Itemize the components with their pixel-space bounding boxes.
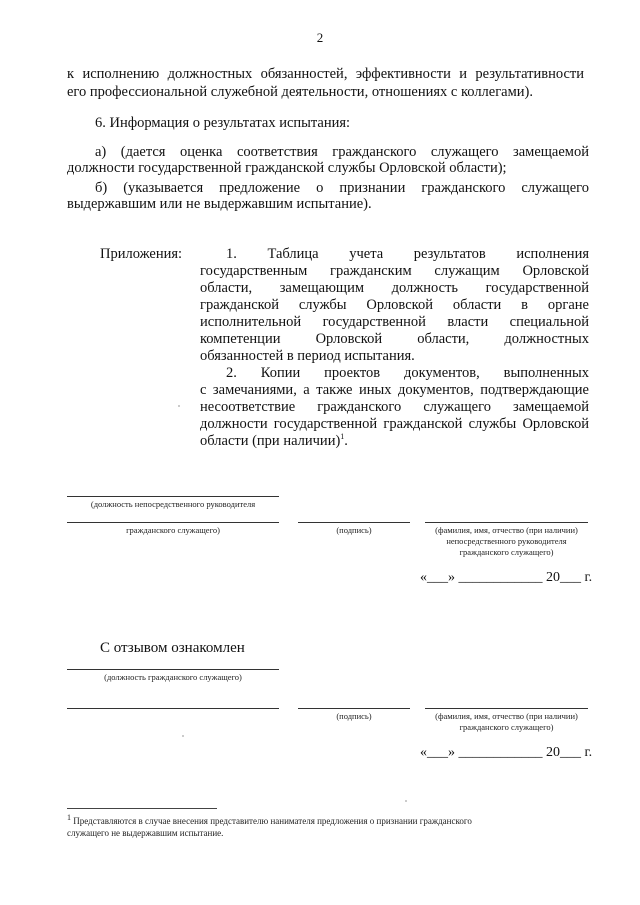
date-close-quote: » (448, 745, 455, 760)
intro-line-2: его профессиональной служебной деятельности, отношениях с коллегами). (67, 84, 533, 100)
supervisor-name-caption-3: гражданского служащего) (459, 547, 554, 557)
footnote-text-1: Представляются в случае внесения представителю нанимателя предложения о признании гражданского (73, 816, 472, 826)
employee-date (420, 745, 592, 761)
supervisor-position-caption-2: гражданского служащего) (126, 525, 220, 535)
date-suffix: г. (584, 745, 593, 760)
attachment-2 (200, 365, 589, 450)
intro-line-1: к исполнению должностных обязанностей, эффективности и результативности (67, 66, 584, 82)
supervisor-date (420, 570, 592, 586)
attachment-2-line: несоответствие гражданского служащего замещаемой (200, 399, 589, 415)
section-6-heading: 6. Информация о результатах испытания: (95, 115, 351, 131)
supervisor-signature-line (298, 522, 410, 523)
employee-position-caption: (должность гражданского служащего) (104, 672, 242, 682)
employee-position-line (67, 669, 279, 670)
employee-name-caption-1: (фамилия, имя, отчество (при наличии) (435, 711, 578, 721)
supervisor-name-caption-2: непосредственного руководителя (446, 536, 567, 546)
employee-name-line (425, 708, 588, 709)
employee-signature-line (298, 708, 410, 709)
supervisor-position-line-2 (67, 522, 279, 523)
item-a-line-1: а) (дается оценка соответствия гражданского служащего замещаемой (95, 144, 589, 160)
supervisor-position-line-1 (67, 496, 279, 497)
item-a-line-2: должности государственной гражданской службы Орловской области); (67, 160, 507, 176)
attachment-1-line: государственным гражданским служащим Орловской (200, 263, 589, 279)
employee-name-caption (418, 711, 595, 733)
footnote-ref: 1 (340, 432, 345, 442)
date-day-blank: ___ (427, 570, 448, 585)
attachment-1-line: обязанностей в период испытания. (200, 348, 415, 364)
attachment-1-line: 1. Таблица учета результатов исполнения (226, 246, 589, 262)
employee-extra-line (67, 708, 279, 709)
supervisor-name-line (425, 522, 588, 523)
item-b-line-2: выдержавшим или не выдержавшим испытание). (67, 196, 372, 212)
footnote-line-1 (67, 815, 597, 827)
date-month-blank: ____________ (458, 745, 543, 760)
scan-speck (405, 800, 407, 802)
employee-signature-caption: (подпись) (336, 711, 372, 721)
attachment-2-line: области (при наличии)$^1$. (200, 432, 348, 449)
footnote-separator (67, 808, 217, 809)
attachment-1-line: исполнительной государственной власти специальной (200, 314, 589, 330)
supervisor-name-caption (418, 525, 595, 558)
date-year-blank: ___ (560, 570, 581, 585)
date-year-blank: ___ (560, 745, 581, 760)
page-number: 2 (316, 30, 324, 45)
attachment-2-line: с замечаниями, а также иных документов, подтверждающие (200, 382, 589, 398)
attachment-1-line: гражданской службы Орловской области в органе (200, 297, 589, 313)
supervisor-position-caption: (должность непосредственного руководителя (90, 499, 256, 509)
date-open-quote: « (420, 570, 427, 585)
attachment-1 (200, 246, 589, 365)
date-close-quote: » (448, 570, 455, 585)
supervisor-name-caption-1: (фамилия, имя, отчество (при наличии) (435, 525, 578, 535)
attachments-label: Приложения: (100, 246, 183, 262)
footnote-mark: 1 (67, 813, 71, 822)
scan-speck (178, 405, 180, 407)
review-heading: С отзывом ознакомлен (100, 640, 245, 656)
attachment-1-line: компетенции Орловской области, должностных (200, 331, 589, 347)
date-year-prefix: 20 (546, 570, 560, 585)
footnote (67, 815, 597, 839)
date-month-blank: ____________ (458, 570, 543, 585)
attachment-2-line: 2. Копии проектов документов, выполненных (226, 365, 589, 381)
date-open-quote: « (420, 745, 427, 760)
attachment-1-line: области, замещающим должность государственной (200, 280, 589, 296)
item-b-line-1: б) (указывается предложение о признании гражданского служащего (95, 180, 589, 196)
date-suffix: г. (584, 570, 593, 585)
supervisor-signature-caption: (подпись) (336, 525, 372, 535)
attachment-2-last-text: области (при наличии) (200, 433, 341, 449)
attachment-2-line: должности государственной гражданской службы Орловской (200, 416, 589, 432)
footnote-line-2: служащего не выдержавшим испытание. (67, 828, 224, 838)
scan-speck (182, 735, 184, 737)
date-day-blank: ___ (427, 745, 448, 760)
date-year-prefix: 20 (546, 745, 560, 760)
employee-name-caption-2: гражданского служащего) (459, 722, 554, 732)
